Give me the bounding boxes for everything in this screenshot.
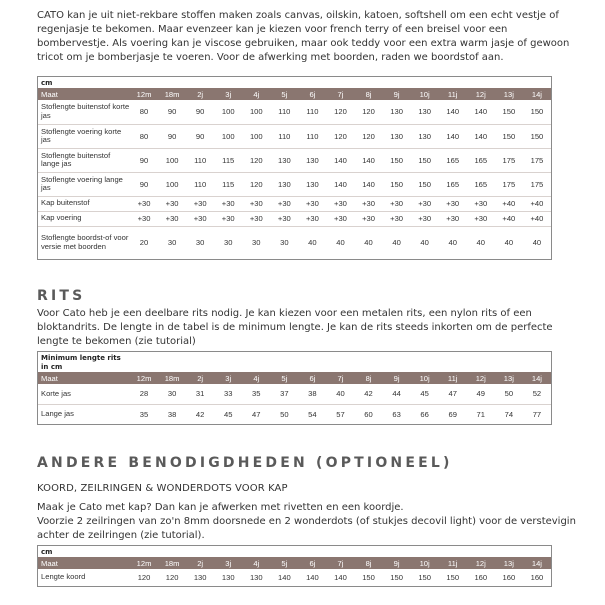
table-row xyxy=(38,211,551,226)
header-cell-size: 7j xyxy=(337,373,344,383)
table-cell: 33 xyxy=(223,389,233,399)
table-cell: 150 xyxy=(390,179,403,189)
table-cell: 40 xyxy=(420,238,429,248)
header-cell-size: 14j xyxy=(531,89,542,99)
table-cell: 120 xyxy=(334,131,347,141)
header-cell-size: 8j xyxy=(365,89,372,99)
cord-table xyxy=(37,545,552,587)
table-cell: 38 xyxy=(167,409,177,419)
table-cell: 150 xyxy=(418,573,431,582)
table-cell: 140 xyxy=(278,573,291,582)
table-cell: 57 xyxy=(336,409,345,419)
header-cell-size: 14j xyxy=(531,558,542,568)
table-cell: +30 xyxy=(418,214,432,223)
table-cell: +30 xyxy=(193,214,207,223)
header-cell-size: 5j xyxy=(281,558,288,568)
table-cell: +30 xyxy=(362,214,375,223)
header-cell-size: 6j xyxy=(309,89,316,99)
rits-heading: RITS xyxy=(37,288,86,304)
header-cell-size: 7j xyxy=(337,89,344,99)
zipper-size-table xyxy=(38,372,551,424)
table-cell: 100 xyxy=(221,131,235,141)
table-cell: 130 xyxy=(390,107,403,117)
table-cell: +40 xyxy=(530,199,544,208)
table-cell: 100 xyxy=(249,131,263,141)
table-cell: 165 xyxy=(474,179,488,189)
table-cell: +30 xyxy=(474,199,488,208)
table-cell: 130 xyxy=(193,573,207,582)
table-cell: +30 xyxy=(334,214,347,223)
header-cell-size: 10j xyxy=(419,89,430,99)
table-cell: +40 xyxy=(502,199,516,208)
table-cell: 90 xyxy=(167,107,177,117)
table-cell: +30 xyxy=(418,199,432,208)
table-cell: 60 xyxy=(364,409,373,419)
table-cell: 165 xyxy=(446,179,460,189)
header-cell-maat: Maat xyxy=(41,373,58,383)
table-cell: 120 xyxy=(362,107,375,117)
table-cell: 31 xyxy=(195,389,205,399)
table-cell: 49 xyxy=(476,389,485,399)
row-label: Stoflengte boordst-of voor versie met boorden xyxy=(41,233,129,251)
header-cell-size: 12m xyxy=(136,373,152,383)
table-cell: 40 xyxy=(532,238,542,248)
table-cell: 120 xyxy=(249,179,263,189)
table-cell: 110 xyxy=(194,179,207,189)
row-label: Lengte koord xyxy=(41,572,86,582)
table-cell: 110 xyxy=(278,107,291,117)
table-cell: 140 xyxy=(362,179,375,189)
header-cell-size: 12j xyxy=(475,89,486,99)
table-cell: 50 xyxy=(280,409,289,419)
table-cell: 130 xyxy=(306,155,319,165)
table-cell: 140 xyxy=(474,131,488,141)
table-cell: 45 xyxy=(420,389,429,399)
header-cell-size: 10j xyxy=(419,558,430,568)
cord-size-table xyxy=(38,557,551,586)
header-cell-size: 14j xyxy=(531,373,542,383)
table-cell: 66 xyxy=(420,409,429,419)
header-cell-size: 7j xyxy=(337,558,344,568)
table-cell: 30 xyxy=(167,238,177,248)
table-cell: 30 xyxy=(195,238,205,248)
table-row xyxy=(38,100,551,124)
zipper-table xyxy=(37,351,552,425)
table-cell: +30 xyxy=(165,214,179,223)
row-label: Stoflengte voering lange jas xyxy=(41,174,123,192)
row-label: Lange jas xyxy=(41,409,74,418)
table-cell: +30 xyxy=(305,199,319,208)
header-cell-size: 13j xyxy=(503,558,514,568)
table-cell: 90 xyxy=(139,179,149,189)
table-row xyxy=(38,404,551,424)
table-cell: 100 xyxy=(165,179,179,189)
header-cell-size: 8j xyxy=(365,373,372,383)
table-cell: +30 xyxy=(474,214,488,223)
header-cell-size: 9j xyxy=(393,373,400,383)
table-cell: 71 xyxy=(476,409,485,419)
table-cell: 130 xyxy=(221,573,235,582)
header-cell-size: 18m xyxy=(164,373,180,383)
header-cell-size: 9j xyxy=(393,89,400,99)
header-cell-size: 5j xyxy=(281,373,288,383)
header-cell-size: 5j xyxy=(281,89,288,99)
header-cell-size: 4j xyxy=(253,373,260,383)
table-row xyxy=(38,384,551,404)
table-cell: 74 xyxy=(504,409,514,419)
row-label: Kap buitenstof xyxy=(41,198,90,208)
table-cell: 175 xyxy=(502,179,516,189)
table-cell: +30 xyxy=(137,199,151,208)
table-cell: 38 xyxy=(308,389,317,399)
table-cell: 35 xyxy=(139,409,149,419)
table-cell: +40 xyxy=(530,214,544,223)
andere-paragraph-1: Maak je Cato met kap? Dan kan je afwerken met rivetten en een koordje. xyxy=(37,502,404,513)
table-cell: 45 xyxy=(223,409,233,419)
header-cell-maat: Maat xyxy=(41,89,58,99)
table-cell: 175 xyxy=(530,155,544,165)
table-cell: 130 xyxy=(278,155,291,165)
table-cell: 30 xyxy=(167,389,177,399)
header-cell-size: 4j xyxy=(253,558,260,568)
table-cell: 52 xyxy=(532,389,542,399)
cord-table-caption: cm xyxy=(41,548,53,556)
table-row xyxy=(38,226,551,259)
andere-subheading: KOORD, ZEILRINGEN & WONDERDOTS VOOR KAP xyxy=(37,483,288,494)
table-cell: 30 xyxy=(223,238,233,248)
table-cell: 63 xyxy=(392,409,401,419)
header-cell-size: 2j xyxy=(197,558,204,568)
intro-paragraph: CATO kan je uit niet-rekbare stoffen maken zoals canvas, oilskin, katoen, softshell om een echt vestje of regenjasje te bekomen. Maar evenzeer kan je kiezen voor french terry of een breisel voor een bombervestje. Als voering kan je viscose gebruiken, maar ook teddy voor een extra warm jasje of gewoon tricot om je bomberjasje te voeren. Voor de afwerking met boorden, raden we boordstof aan. xyxy=(37,10,570,63)
table-cell: 160 xyxy=(530,573,544,582)
table-cell: +30 xyxy=(446,199,460,208)
table-cell: 120 xyxy=(249,155,263,165)
header-cell-size: 11j xyxy=(447,558,458,568)
header-cell-size: 12m xyxy=(136,558,152,568)
table-cell: 69 xyxy=(448,409,457,419)
table-cell: 80 xyxy=(139,107,149,117)
table-cell: +30 xyxy=(334,199,347,208)
table-cell: +30 xyxy=(137,214,151,223)
table-cell: +30 xyxy=(221,199,235,208)
rits-paragraph: Voor Cato heb je een deelbare rits nodig. Je kan kiezen voor een metalen rits, een nylon rits of een bloktandrits. De lengte in de tabel is de minimum lengte. Je kan de rits steeds inkorten om de perfecte lengte te bekomen (zie tutorial) xyxy=(37,308,553,347)
table-cell: +30 xyxy=(165,199,179,208)
table-cell: 110 xyxy=(306,131,319,141)
table-cell: 120 xyxy=(165,573,179,582)
header-cell-size: 11j xyxy=(447,89,458,99)
table-cell: 140 xyxy=(334,155,347,165)
andere-paragraph-2: Voorzie 2 zeilringen van zo'n 8mm doorsnede en 2 wonderdots (of stukjes decovil light) voor de verstevigin achter de zeilringen (zie tutorial). xyxy=(37,516,576,541)
table-cell: 165 xyxy=(446,155,460,165)
header-cell-size: 6j xyxy=(309,373,316,383)
table-cell: 110 xyxy=(278,131,291,141)
table-cell: 90 xyxy=(195,131,205,141)
header-cell-size: 3j xyxy=(225,373,232,383)
header-cell-size: 13j xyxy=(503,89,514,99)
header-cell-size: 11j xyxy=(447,373,458,383)
table-cell: +30 xyxy=(193,199,207,208)
table-cell: 90 xyxy=(195,107,205,117)
fabric-table-caption: cm xyxy=(41,79,53,87)
table-cell: 120 xyxy=(362,131,375,141)
table-cell: +30 xyxy=(221,214,235,223)
table-cell: 140 xyxy=(474,107,488,117)
fabric-table xyxy=(37,76,552,260)
table-cell: 30 xyxy=(280,238,289,248)
table-cell: 150 xyxy=(418,179,431,189)
table-cell: 115 xyxy=(222,155,235,165)
table-cell: 130 xyxy=(278,179,291,189)
fabric-size-table xyxy=(38,88,551,259)
header-cell-size: 8j xyxy=(365,558,372,568)
table-cell: 28 xyxy=(139,389,149,399)
table-cell: 150 xyxy=(418,155,431,165)
table-cell: 40 xyxy=(364,238,373,248)
table-cell: 44 xyxy=(392,389,401,399)
table-cell: 42 xyxy=(364,389,373,399)
header-cell-size: 3j xyxy=(225,558,232,568)
table-cell: +30 xyxy=(249,199,263,208)
table-cell: 80 xyxy=(139,131,149,141)
table-cell: 42 xyxy=(195,409,205,419)
table-cell: 40 xyxy=(308,238,317,248)
header-cell-size: 9j xyxy=(393,558,400,568)
table-cell: +30 xyxy=(390,214,404,223)
row-label: Kap voering xyxy=(41,213,82,223)
header-cell-size: 4j xyxy=(253,89,260,99)
table-row xyxy=(38,172,551,196)
table-cell: 40 xyxy=(476,238,485,248)
table-cell: 40 xyxy=(392,238,401,248)
table-cell: 140 xyxy=(446,131,460,141)
table-cell: 40 xyxy=(448,238,457,248)
table-header-row xyxy=(38,372,551,384)
table-cell: 175 xyxy=(530,179,544,189)
table-cell: +30 xyxy=(390,199,404,208)
table-cell: 150 xyxy=(502,107,516,117)
table-cell: 150 xyxy=(502,131,516,141)
table-cell: +30 xyxy=(277,199,291,208)
table-cell: 54 xyxy=(308,409,317,419)
table-cell: 40 xyxy=(504,238,514,248)
andere-heading: ANDERE BENODIGDHEDEN (OPTIONEEL) xyxy=(37,455,453,471)
table-cell: 150 xyxy=(446,573,460,582)
header-cell-size: 3j xyxy=(225,89,232,99)
table-cell: 90 xyxy=(167,131,177,141)
table-cell: 40 xyxy=(336,389,345,399)
header-cell-size: 6j xyxy=(309,558,316,568)
table-cell: 150 xyxy=(530,107,544,117)
table-cell: 140 xyxy=(362,155,375,165)
table-cell: 160 xyxy=(474,573,488,582)
table-cell: +30 xyxy=(362,199,375,208)
table-cell: 120 xyxy=(334,107,347,117)
zipper-table-caption-line2: in cm xyxy=(41,363,63,371)
header-cell-size: 12j xyxy=(475,558,486,568)
table-cell: 140 xyxy=(306,573,319,582)
table-cell: 140 xyxy=(446,107,460,117)
table-cell: 115 xyxy=(222,179,235,189)
table-header-row xyxy=(38,88,551,100)
header-cell-size: 12m xyxy=(136,89,152,99)
table-cell: 150 xyxy=(390,155,403,165)
header-cell-size: 18m xyxy=(164,89,180,99)
table-cell: 150 xyxy=(390,573,403,582)
table-cell: 50 xyxy=(504,389,514,399)
table-cell: 35 xyxy=(252,389,261,399)
row-label: Korte jas xyxy=(41,388,71,398)
table-cell: 130 xyxy=(249,573,263,582)
table-cell: 40 xyxy=(336,238,345,248)
table-cell: 165 xyxy=(474,155,488,165)
table-cell: 130 xyxy=(390,131,403,141)
table-cell: 100 xyxy=(165,155,179,165)
header-cell-size: 2j xyxy=(197,89,204,99)
table-cell: 47 xyxy=(448,389,457,399)
table-cell: 77 xyxy=(532,409,542,419)
table-cell: +30 xyxy=(277,214,291,223)
table-cell: 110 xyxy=(306,107,319,117)
header-cell-size: 18m xyxy=(164,558,180,568)
table-cell: 130 xyxy=(418,107,431,117)
table-cell: 110 xyxy=(194,155,207,165)
table-cell: 130 xyxy=(306,179,319,189)
table-cell: 120 xyxy=(137,573,151,582)
table-cell: 150 xyxy=(530,131,544,141)
table-cell: 160 xyxy=(502,573,516,582)
table-cell: 130 xyxy=(418,131,431,141)
table-cell: +40 xyxy=(502,214,516,223)
table-row xyxy=(38,124,551,148)
row-label: Stoflengte voering korte jas xyxy=(41,126,122,144)
table-cell: 175 xyxy=(502,155,516,165)
header-cell-size: 2j xyxy=(197,373,204,383)
table-cell: 150 xyxy=(362,573,375,582)
table-cell: +30 xyxy=(446,214,460,223)
table-cell: 140 xyxy=(334,179,347,189)
table-row xyxy=(38,148,551,172)
header-cell-size: 12j xyxy=(475,373,486,383)
table-cell: 20 xyxy=(139,238,149,248)
row-label: Stoflengte buitenstof korte jas xyxy=(41,102,130,120)
zipper-table-caption-line1: Minimum lengte rits xyxy=(41,354,121,362)
table-cell: 90 xyxy=(139,155,149,165)
table-cell: 100 xyxy=(221,107,235,117)
header-cell-size: 10j xyxy=(419,373,430,383)
table-row xyxy=(38,569,551,586)
row-label: Stoflengte buitenstof lange jas xyxy=(41,150,111,168)
table-header-row xyxy=(38,557,551,569)
header-cell-size: 13j xyxy=(503,373,514,383)
table-cell: 140 xyxy=(334,573,347,582)
table-cell: +30 xyxy=(249,214,263,223)
table-cell: 37 xyxy=(280,389,289,399)
table-cell: +30 xyxy=(305,214,319,223)
header-cell-maat: Maat xyxy=(41,558,58,568)
table-row xyxy=(38,196,551,211)
table-cell: 47 xyxy=(252,409,261,419)
table-cell: 30 xyxy=(252,238,261,248)
table-cell: 100 xyxy=(249,107,263,117)
